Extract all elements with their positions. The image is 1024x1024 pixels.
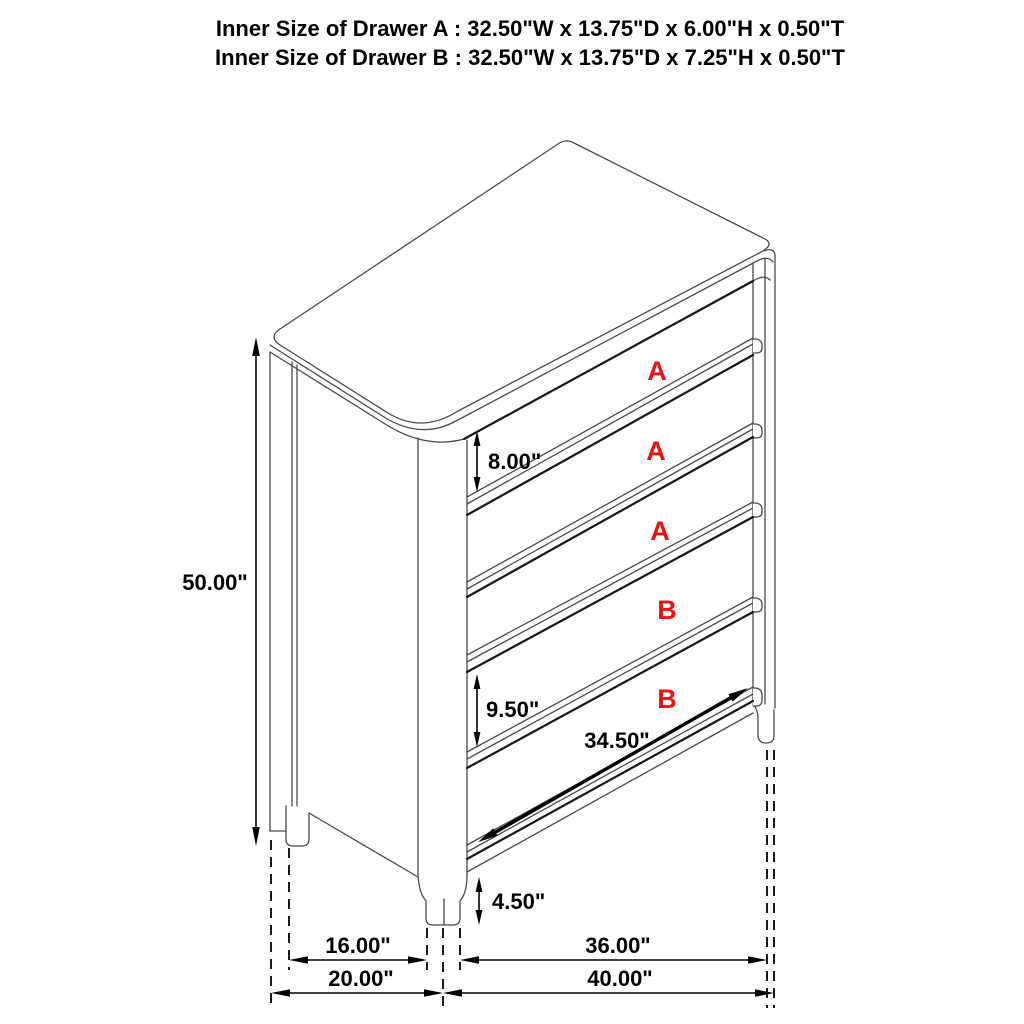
dim-drawer-b-arrow-top xyxy=(474,674,481,689)
dim-front-inner-label: 36.00" xyxy=(585,933,651,958)
dim-side-inner-arrow-right xyxy=(408,956,427,963)
side-apron xyxy=(309,813,418,877)
drawer-label-a1: A xyxy=(647,356,667,386)
rail-3-top xyxy=(467,502,753,655)
right-post-top-curve xyxy=(763,250,775,256)
rail-4-tab xyxy=(753,598,762,612)
dim-drawer-a-label: 8.00" xyxy=(488,449,542,474)
dim-leg-arrow-top xyxy=(476,877,483,892)
drawer-label-b1: B xyxy=(657,595,677,625)
dim-side-inner-arrow-left xyxy=(289,956,308,963)
dim-height-label: 50.00" xyxy=(182,570,248,595)
dim-leg-label: 4.50" xyxy=(492,889,546,914)
rail-2-tab xyxy=(753,424,762,438)
rail-1-tab xyxy=(753,339,762,353)
drawer-label-a3: A xyxy=(650,516,670,546)
dim-side-overall-arrow-left xyxy=(271,989,290,996)
rail-2-top xyxy=(467,423,753,582)
dim-side-inner-label: 16.00" xyxy=(325,933,391,958)
back-foot xyxy=(286,806,309,846)
dim-front-overall-arrow-right xyxy=(755,989,774,996)
rail-5-tab xyxy=(753,688,762,706)
chest-structure xyxy=(270,141,775,925)
dim-height-arrow-bottom xyxy=(252,827,260,846)
front-post xyxy=(418,438,467,925)
rail-3-bottom xyxy=(467,517,753,672)
rail-3-tab xyxy=(753,503,762,517)
dim-front-inner-arrow-right xyxy=(748,956,767,963)
dim-front-overall-arrow-left xyxy=(443,989,462,996)
dim-drawer-b-label: 9.50" xyxy=(486,697,540,722)
dim-side-overall-arrow-right xyxy=(424,989,443,996)
dim-drawer-width-label: 34.50" xyxy=(584,728,650,753)
dim-leg-arrow-bottom xyxy=(476,910,483,925)
drawer-label-a2: A xyxy=(646,436,666,466)
top-band-right-wrap xyxy=(753,277,770,281)
dim-height-arrow-top xyxy=(252,337,260,356)
right-leg xyxy=(753,704,774,743)
dim-front-inner-arrow-left xyxy=(460,956,479,963)
top-surface xyxy=(274,141,769,423)
dim-front-overall-label: 40.00" xyxy=(587,966,653,991)
rail-3-mid xyxy=(467,508,753,662)
dim-side-overall-label: 20.00" xyxy=(328,966,394,991)
drawer-label-b2: B xyxy=(657,684,677,714)
header-drawer-b-size: Inner Size of Drawer B : 32.50"W x 13.75"D x 7.25"H x 0.50"T xyxy=(215,45,845,70)
header-drawer-a-size: Inner Size of Drawer A : 32.50"W x 13.75"D x 6.00"H x 0.50"T xyxy=(215,16,845,41)
rail-5-shadow xyxy=(467,701,753,859)
